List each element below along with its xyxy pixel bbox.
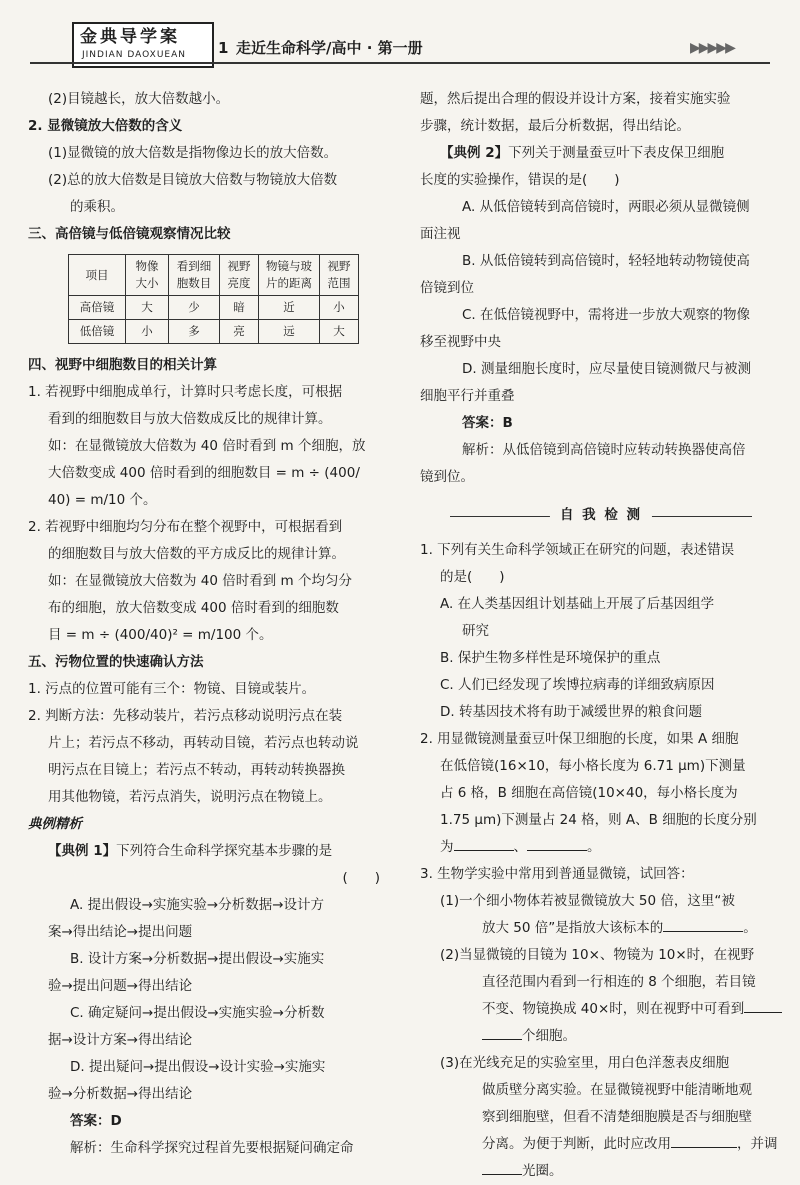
text-line: 40) = m/10 个。 [48,492,157,508]
option-line: C. 人们已经发现了埃博拉病毒的详细致病原因 [440,677,715,693]
header-rule [30,62,770,64]
text-line: 1. 若视野中细胞成单行，计算时只考虑长度，可根据 [28,384,343,400]
question-line: (2)当显微镜的目镜为 10×、物镜为 10×时，在视野 [440,947,755,963]
text-line: 明污点在目镜上；若污点不转动，再转动转换器换 [48,762,345,778]
answer-paren: ( ) [342,870,380,886]
question-line [420,915,782,942]
answer-blank[interactable] [454,834,514,851]
question-line: 1.75 μm)下测量占 24 格，则 A、B 细胞的长度分别 [440,812,757,828]
text-fragment: 为 [440,839,454,855]
text-fragment: 不变、物镜换成 40×时，则在视野中可看到 [482,1001,745,1017]
table-header-cell: 视野亮度 [220,255,259,296]
question-line: 做质壁分离实验。在显微镜视野中能清晰地观 [482,1082,752,1098]
table-header-cell: 项目 [69,255,126,296]
answer: 答案：B [462,415,513,431]
question-line [420,1023,782,1050]
text-fragment: 。 [743,920,757,936]
question-line: (1)一个细小物体若被显微镜放大 50 倍，这里“被 [440,893,735,909]
table-row [69,320,359,344]
option-line: D. 转基因技术将有助于减缓世界的粮食问题 [440,704,702,720]
question-line: 3. 生物学实验中常用到普通显微镜，试回答： [420,866,694,882]
table-cell: 小 [320,296,359,320]
table-cell: 大 [320,320,359,344]
text-fragment: 。 [587,839,601,855]
example-tag: 【典例 1】 [48,843,117,859]
self-check-divider [420,499,782,533]
text-line: 看到的细胞数目与放大倍数成反比的规律计算。 [48,411,332,427]
brand-chinese-name: 金典导学案 [80,27,180,47]
question-line: 直径范围内看到一行相连的 8 个细胞，若目镜 [482,974,756,990]
explanation: 解析：生命科学探究过程首先要根据疑问确定命 [70,1140,354,1156]
option-line: 移至视野中央 [420,334,501,350]
example-stem [420,140,782,167]
table-header-cell: 物像大小 [126,255,169,296]
page-header [0,0,800,70]
question-line: 察到细胞壁，但看不清楚细胞膜是否与细胞壁 [482,1109,752,1125]
table-header-cell: 看到细胞数目 [169,255,220,296]
explanation: 镜到位。 [420,469,474,485]
text-line: 大倍数变成 400 倍时看到的细胞数目 = m ÷ (400/ [48,465,360,481]
option-line: B. 从低倍镜转到高倍镜时，轻轻地转动物镜使高 [462,253,750,269]
text-line: (2)总的放大倍数是目镜放大倍数与物镜放大倍数 [48,172,338,188]
section-heading: 五、污物位置的快速确认方法 [28,654,204,670]
question-line: (3)在光线充足的实验室里，用白色洋葱表皮细胞 [440,1055,730,1071]
table-cell: 低倍镜 [69,320,126,344]
example-section-heading: 典例精析 [28,816,82,832]
option-line: 研究 [462,623,489,639]
text-line: 1. 污点的位置可能有三个：物镜、目镜或装片。 [28,681,316,697]
text-line: 布的细胞，放大倍数变成 400 倍时看到的细胞数 [48,600,339,616]
example-stem-text: 下列关于测量蚕豆叶下表皮保卫细胞 [508,145,725,161]
brand-english-name: JINDIAN DAOXUEAN [82,50,186,60]
question-line [420,996,782,1023]
question-line: 的是( ) [440,569,505,585]
table-cell: 多 [169,320,220,344]
text-fragment: 个细胞。 [522,1028,576,1044]
option-line: A. 从低倍镜转到高倍镜时，两眼必须从显微镜侧 [462,199,750,215]
question-line: 1. 下列有关生命科学领域正在研究的问题，表述错误 [420,542,735,558]
arrow-decoration-icon: ▶▶▶▶▶ [690,40,734,56]
text-fragment: 分离。为便于判断，此时应改用 [482,1136,671,1152]
book-title: 走近生命科学/高中 · 第一册 [236,39,423,57]
answer-blank[interactable] [671,1131,737,1148]
text-fragment: 、 [513,839,527,855]
question-line: 在低倍镜(16×10，每小格长度为 6.71 μm)下测量 [440,758,746,774]
section-heading: 三、高倍镜与低倍镜观察情况比较 [28,226,231,242]
text-line: 的乘积。 [70,199,124,215]
section-heading: 2. 显微镜放大倍数的含义 [28,118,183,134]
question-line [420,834,782,861]
option-line: B. 保护生物多样性是环境保护的重点 [440,650,661,666]
example-stem-text: 下列符合生命科学探究基本步骤的是 [116,843,333,859]
text-line: 步骤，统计数据，最后分析数据，得出结论。 [420,118,690,134]
question-line [420,1158,782,1185]
text-line: 片上；若污点不移动，再转动目镜，若污点也转动说 [48,735,359,751]
option-line: 验→分析数据→得出结论 [48,1086,193,1102]
option-line: A. 在人类基因组计划基础上开展了后基因组学 [440,596,715,612]
table-header-row [69,255,359,296]
table-cell: 远 [259,320,320,344]
left-column [28,86,400,1162]
table-cell: 高倍镜 [69,296,126,320]
text-line: 2. 判断方法：先移动装片，若污点移动说明污点在装 [28,708,343,724]
text-line: (2)目镜越长，放大倍数越小。 [48,91,230,107]
table-header-cell: 物镜与玻片的距离 [259,255,320,296]
example-tag: 【典例 2】 [440,145,509,161]
text-line: 2. 若视野中细胞均匀分布在整个视野中，可根据看到 [28,519,343,535]
answer-blank[interactable] [744,996,782,1013]
right-column [420,86,782,1185]
table-header-cell: 视野范围 [320,255,359,296]
text-line: 目 = m ÷ (400/40)² = m/100 个。 [48,627,273,643]
text-line: 长度的实验操作，错误的是( ) [420,172,620,188]
comparison-table [68,254,359,344]
option-line: C. 确定疑问→提出假设→实施实验→分析数 [70,1005,325,1021]
answer-blank[interactable] [482,1023,522,1040]
text-fragment: ，并调 [737,1136,778,1152]
question-line [420,1131,782,1158]
table-cell: 大 [126,296,169,320]
option-line: 案→得出结论→提出问题 [48,924,193,940]
table-cell: 暗 [220,296,259,320]
option-line: D. 测量细胞长度时，应尽量使目镜测微尺与被测 [462,361,751,377]
section-heading: 四、视野中细胞数目的相关计算 [28,357,217,373]
example-stem [28,838,400,865]
table-cell: 近 [259,296,320,320]
answer-blank[interactable] [663,915,743,932]
text-fragment: 放大 50 倍”是指放大该标本的 [482,920,664,936]
text-line: 如：在显微镜放大倍数为 40 倍时看到 m 个均匀分 [48,573,352,589]
option-line: 面注视 [420,226,461,242]
question-line: 占 6 格，B 细胞在高倍镜(10×40，每小格长度为 [440,785,738,801]
option-line: A. 提出假设→实施实验→分析数据→设计方 [70,897,325,913]
self-check-title: 自 我 检 测 [550,502,652,529]
option-line: 细胞平行并重叠 [420,388,515,404]
option-line: D. 提出疑问→提出假设→设计实验→实施实 [70,1059,326,1075]
option-line: C. 在低倍镜视野中，需将进一步放大观察的物像 [462,307,751,323]
option-line: 验→提出问题→得出结论 [48,978,193,994]
option-line: B. 设计方案→分析数据→提出假设→实施实 [70,951,325,967]
text-line: (1)显微镜的放大倍数是指物像边长的放大倍数。 [48,145,338,161]
option-line: 据→设计方案→得出结论 [48,1032,193,1048]
answer: 答案：D [70,1113,122,1129]
option-line: 倍镜到位 [420,280,474,296]
table-cell: 亮 [220,320,259,344]
text-line: 用其他物镜，若污点消失，说明污点在物镜上。 [48,789,332,805]
answer-blank[interactable] [527,834,587,851]
text-fragment: 光圈。 [522,1163,563,1179]
text-line: 如：在显微镜放大倍数为 40 倍时看到 m 个细胞，放 [48,438,366,454]
question-line: 2. 用显微镜测量蚕豆叶保卫细胞的长度，如果 A 细胞 [420,731,739,747]
explanation: 解析：从低倍镜到高倍镜时应转动转换器使高倍 [462,442,746,458]
table-row [69,296,359,320]
page-number: 1 [218,39,229,57]
table-cell: 小 [126,320,169,344]
text-line: 题，然后提出合理的假设并设计方案，接着实施实验 [420,91,731,107]
table-cell: 少 [169,296,220,320]
text-line: 的细胞数目与放大倍数的平方成反比的规律计算。 [48,546,345,562]
